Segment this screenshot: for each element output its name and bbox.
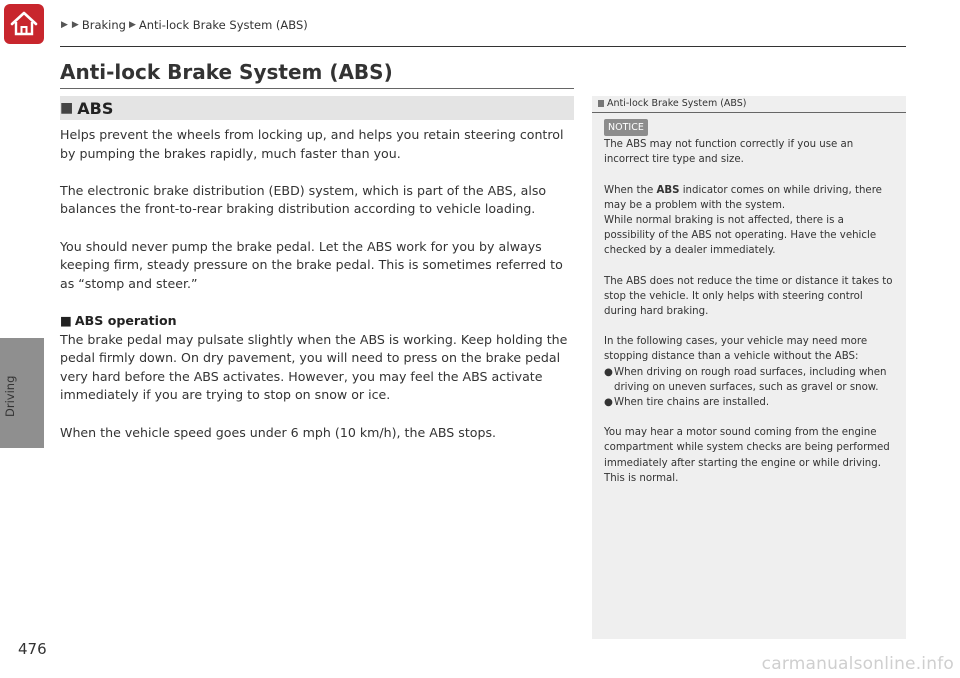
home-button[interactable]	[4, 4, 44, 44]
breadcrumb-item-abs[interactable]: Anti-lock Brake System (ABS)	[138, 18, 308, 32]
normal-braking-text: While normal braking is not affected, there is a possibility of the ABS not operating. Have the vehicle checked by a dealer immediately.	[604, 215, 877, 257]
subsection-heading-text: ABS operation	[74, 312, 177, 328]
page-title: Anti-lock Brake System (ABS)	[60, 60, 393, 84]
home-icon	[9, 11, 39, 37]
cases-intro: In the following cases, your vehicle may need more stopping distance than a vehicle without the ABS:	[604, 336, 868, 363]
section-heading: ABS	[77, 98, 114, 118]
page-number: 476	[18, 640, 47, 658]
subsection-square-icon: ■	[60, 312, 72, 328]
list-item	[604, 365, 894, 395]
reference-marker-icon	[598, 100, 604, 107]
list-item-text: When driving on rough road surfaces, including when driving on uneven surfaces, such as gravel or snow.	[614, 366, 887, 393]
body-paragraph: Helps prevent the wheels from locking up, and helps you retain steering control by pumping the brakes rapidly, much faster than you.	[60, 127, 564, 161]
motor-sound-text: You may hear a motor sound coming from the engine compartment while system checks are being performed immediately after starting the engine or while driving. This is normal.	[604, 427, 890, 484]
list-item-text: When tire chains are installed.	[614, 397, 770, 409]
sidebar-heading	[592, 96, 906, 109]
breadcrumb-arrow-icon: ▶	[128, 20, 136, 30]
abs-indicator-label: ABS	[656, 184, 680, 196]
header-divider	[60, 46, 906, 47]
list-item	[604, 395, 894, 410]
body-paragraph: The brake pedal may pulsate slightly when the ABS is working. Keep holding the pedal firmly down. On dry pavement, you will need to press on the brake pedal very hard before the ABS activates. However, you may feel the ABS activate immediately if you are trying to stop on snow or ice.	[60, 331, 568, 403]
bullet-icon: ●	[604, 366, 613, 378]
section-tab-label: Driving	[3, 375, 17, 417]
title-divider	[60, 88, 574, 89]
indicator-text-end: indicator comes on while driving, there may be a problem with the system.	[604, 184, 882, 211]
body-paragraph: When the vehicle speed goes under 6 mph (10 km/h), the ABS stops.	[60, 424, 497, 440]
body-paragraph: The electronic brake distribution (EBD) system, which is part of the ABS, also balances the front-to-rear braking distribution according to vehicle loading.	[60, 182, 547, 217]
breadcrumb-arrow-icon: ▶	[61, 20, 68, 30]
notice-badge: NOTICE	[604, 119, 648, 136]
subsection-heading	[60, 312, 576, 331]
section-square-icon: ■	[60, 100, 74, 116]
notice-text: The ABS may not function correctly if you use an incorrect tire type and size.	[604, 139, 854, 166]
breadcrumb-arrow-icon: ▶	[71, 20, 79, 30]
main-body	[60, 126, 576, 461]
breadcrumb-item-braking[interactable]: Braking	[81, 18, 126, 32]
body-paragraph: You should never pump the brake pedal. Let the ABS work for you by always keeping firm, steady pressure on the brake pedal. This is sometimes referred to as “stomp and steer.”	[60, 238, 563, 291]
stopping-time-text: The ABS does not reduce the time or distance it takes to stop the vehicle. It only helps with steering control during hard braking.	[604, 275, 893, 318]
sidebar-heading-text: Anti-lock Brake System (ABS)	[607, 98, 747, 109]
sidebar-notes	[592, 96, 906, 639]
breadcrumb	[60, 18, 308, 32]
watermark: carmanualsonline.info	[761, 654, 954, 674]
indicator-text	[604, 183, 894, 213]
bullet-icon: ●	[604, 397, 613, 409]
section-heading-band	[60, 96, 574, 120]
indicator-text-start: When the	[604, 184, 657, 196]
